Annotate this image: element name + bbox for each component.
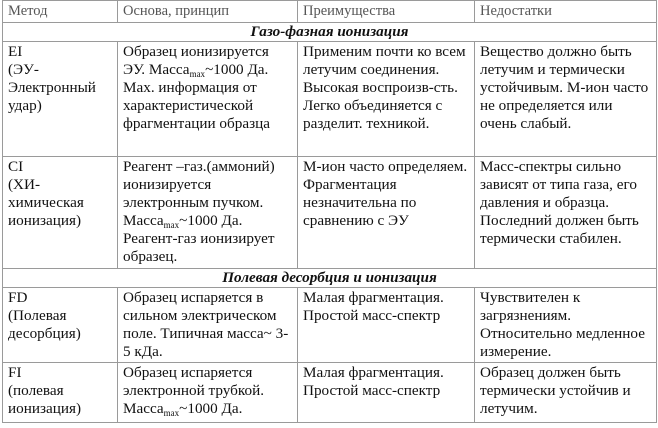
table-row-ei xyxy=(3,42,657,157)
basis-cell xyxy=(118,288,298,363)
basis-text: Образец испаряется электронной трубкой. Масса xyxy=(123,364,264,417)
method-line: ионизация) xyxy=(8,212,82,229)
method-line: (ХИ- xyxy=(8,176,41,193)
disadvantages-cell: Масс-спектры сильно зависят от типа газа, его давления и образца. Последний должен быть термически стабилен. xyxy=(475,157,657,269)
method-line: FD xyxy=(8,289,28,306)
method-line: (ЭУ- xyxy=(8,61,39,78)
advantages-cell: Малая фрагментация. Простой масс-спектр xyxy=(298,288,475,363)
method-cell xyxy=(3,157,118,269)
table-row-fd xyxy=(3,288,657,363)
disadvantages-cell: Образец должен быть термически устойчив и летучим. xyxy=(475,363,657,423)
method-line: (Полевая xyxy=(8,307,67,324)
method-line: десорбция) xyxy=(8,325,81,342)
basis-text-cont: ~1000 Да. xyxy=(179,400,243,417)
basis-text-cont: ~1000 Да. Max. информация от характеристической фрагментации образца xyxy=(123,61,270,132)
basis-cell xyxy=(118,42,298,157)
method-line: (полевая xyxy=(8,382,64,399)
table-row-fi xyxy=(3,363,657,423)
method-line: CI xyxy=(8,158,24,175)
method-cell xyxy=(3,288,118,363)
basis-cell xyxy=(118,157,298,269)
header-method: Метод xyxy=(3,1,118,23)
basis-subscript: max xyxy=(163,408,180,418)
header-row xyxy=(3,1,657,23)
basis-text: Реагент –газ.(аммоний) ионизируется электронным пучком. Масса xyxy=(123,158,275,229)
disadvantages-cell: Чувствителен к загрязнениям. Относительно медленное измерение. xyxy=(475,288,657,363)
section-title: Газо-фазная ионизация xyxy=(3,23,657,42)
method-line: EI xyxy=(8,43,23,60)
basis-text-cont: ~1000 Да. Реагент-газ ионизирует образец. xyxy=(123,212,275,265)
method-line: удар) xyxy=(8,97,42,114)
header-disadvantages: Недостатки xyxy=(475,1,657,23)
method-line: ионизация) xyxy=(8,400,82,417)
header-advantages: Преимущества xyxy=(298,1,475,23)
basis-subscript: max xyxy=(189,69,206,79)
basis-text: Образец ионизируется ЭУ. Масса xyxy=(123,43,269,78)
section-row-gas-phase xyxy=(3,23,657,42)
method-line: FI xyxy=(8,364,22,381)
table-row-ci xyxy=(3,157,657,269)
method-cell xyxy=(3,42,118,157)
method-cell xyxy=(3,363,118,423)
section-title: Полевая десорбция и ионизация xyxy=(3,269,657,288)
header-basis: Основа, принцип xyxy=(118,1,298,23)
method-line: химическая xyxy=(8,194,84,211)
basis-subscript: max xyxy=(163,220,180,230)
basis-text: Образец испаряется в сильном электрическом поле. Типичная масса~ 3-5 кДа. xyxy=(123,289,289,360)
method-line: Электронный xyxy=(8,79,96,96)
methods-table xyxy=(2,0,657,423)
advantages-cell: М-ион часто определяем. Фрагментация незначительна по сравнению с ЭУ xyxy=(298,157,475,269)
section-row-field xyxy=(3,269,657,288)
basis-cell xyxy=(118,363,298,423)
advantages-cell: Применим почти ко всем летучим соединения. Высокая воспроизв-сть. Легко объединяется с разделит. техникой. xyxy=(298,42,475,157)
disadvantages-cell: Вещество должно быть летучим и термически устойчивым. М-ион часто не определяется или очень слабый. xyxy=(475,42,657,157)
advantages-cell: Малая фрагментация. Простой масс-спектр xyxy=(298,363,475,423)
